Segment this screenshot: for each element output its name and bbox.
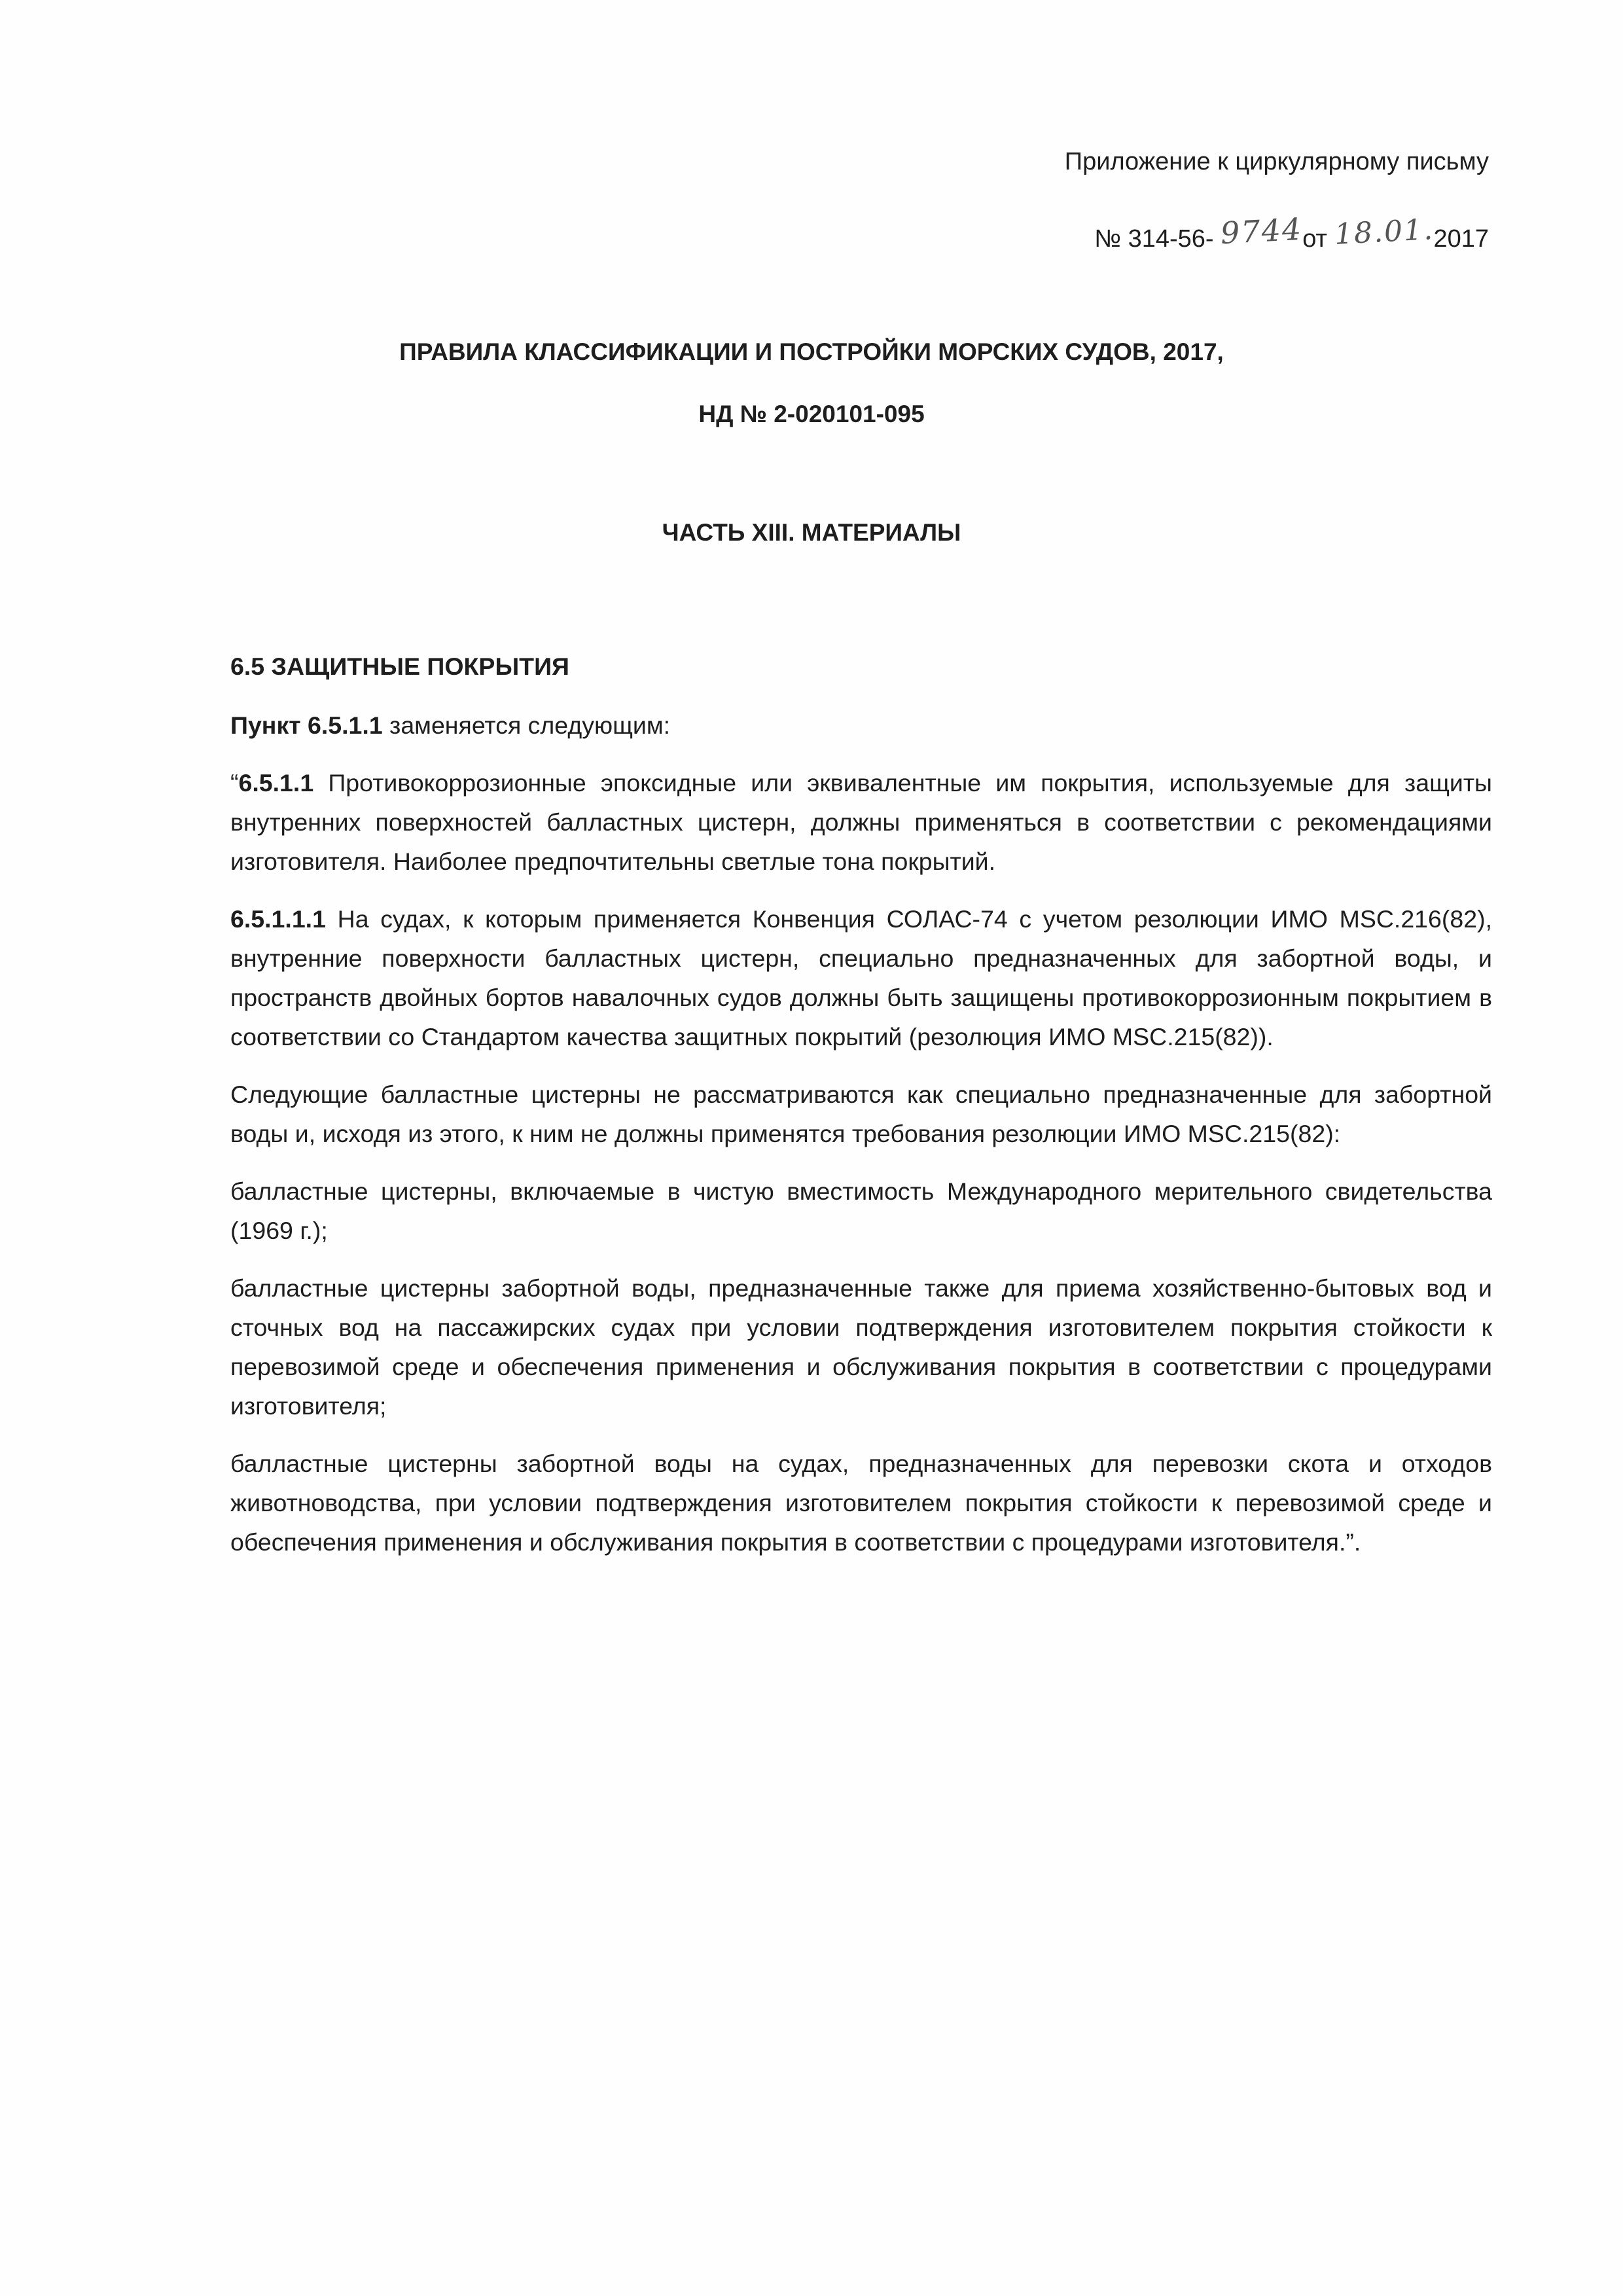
appendix-label: Приложение к циркулярному письму	[1064, 148, 1489, 175]
section-heading: 6.5 ЗАЩИТНЫЕ ПОКРЫТИЯ	[230, 653, 569, 680]
rules-title: ПРАВИЛА КЛАССИФИКАЦИИ И ПОСТРОЙКИ МОРСКИХ СУДОВ, 2017,	[399, 338, 1224, 365]
handwritten-letter-number: 9744	[1219, 211, 1304, 251]
letter-number-line	[1065, 211, 1489, 254]
intro-paragraph	[230, 706, 1492, 745]
exception-item-passenger-ships: балластные цистерны забортной воды, предназначенные также для приема хозяйственно-бытовых вод и сточных вод на пассажирских судах при условии подтверждения изготовителем покрытия стойкости к перевозимой среде и обеспечения применения и обслуживания покрытия в соответствии с процедурами изготовителя;	[230, 1274, 1492, 1420]
exception-item-livestock-ships: балластные цистерны забортной воды на судах, предназначенных для перевозки скота и отходов животноводства, при условии подтверждения изготовителем покрытия стойкости к перевозимой среде и обеспечения применения и обслуживания покрытия в соответствии с процедурами изготовителя.”.	[230, 1450, 1492, 1556]
handwritten-date: 18.01.	[1333, 213, 1435, 251]
clause-number-6-5-1-1-1: 6.5.1.1.1	[230, 905, 326, 933]
from-label: от	[1302, 225, 1327, 253]
exception-item-tonnage: балластные цистерны, включаемые в чистую вместимость Международного мерительного свидетельства (1969 г.);	[230, 1177, 1492, 1244]
exceptions-intro-paragraph: Следующие балластные цистерны не рассматриваются как специально предназначенные для забортной воды и, исходя из этого, к ним не должны применятся требования резолюции ИМО MSC.215(82):	[230, 1081, 1492, 1147]
document-number: НД № 2-020101-095	[698, 401, 925, 427]
letter-year: 2017	[1433, 225, 1489, 253]
document-body	[230, 647, 1492, 1580]
paragraph-6-5-1-1-1	[230, 899, 1492, 1056]
part-title: ЧАСТЬ XIII. МАТЕРИАЛЫ	[662, 519, 961, 546]
intro-text: заменяется следующим:	[382, 711, 671, 739]
circular-letter-header	[1065, 149, 1489, 254]
clause-text-6-5-1-1-1: На судах, к которым применяется Конвенция СОЛАС-74 с учетом резолюции ИМО MSC.216(82), внутренние поверхности балластных цистерн, специально предназначенных для забортной воды, и пространств двойных бортов навалочных судов должны быть защищены противокоррозионным покрытием в соответствии со Стандартом качества защитных покрытий (резолюция ИМО MSC.215(82)).	[230, 905, 1492, 1050]
clause-text-6-5-1-1: Противокоррозионные эпоксидные или эквивалентные им покрытия, используемые для защиты внутренних поверхностей балластных цистерн, должны применяться в соответствии с рекомендациями изготовителя. Наиболее предпочтительны светлые тона покрытий.	[230, 769, 1492, 875]
intro-clause-ref: Пункт 6.5.1.1	[230, 711, 383, 739]
paragraph-6-5-1-1	[230, 763, 1492, 881]
clause-number-6-5-1-1: 6.5.1.1	[238, 769, 314, 797]
opening-quote: “	[230, 769, 239, 797]
letter-number-prefix: № 314-56-	[1094, 225, 1214, 253]
